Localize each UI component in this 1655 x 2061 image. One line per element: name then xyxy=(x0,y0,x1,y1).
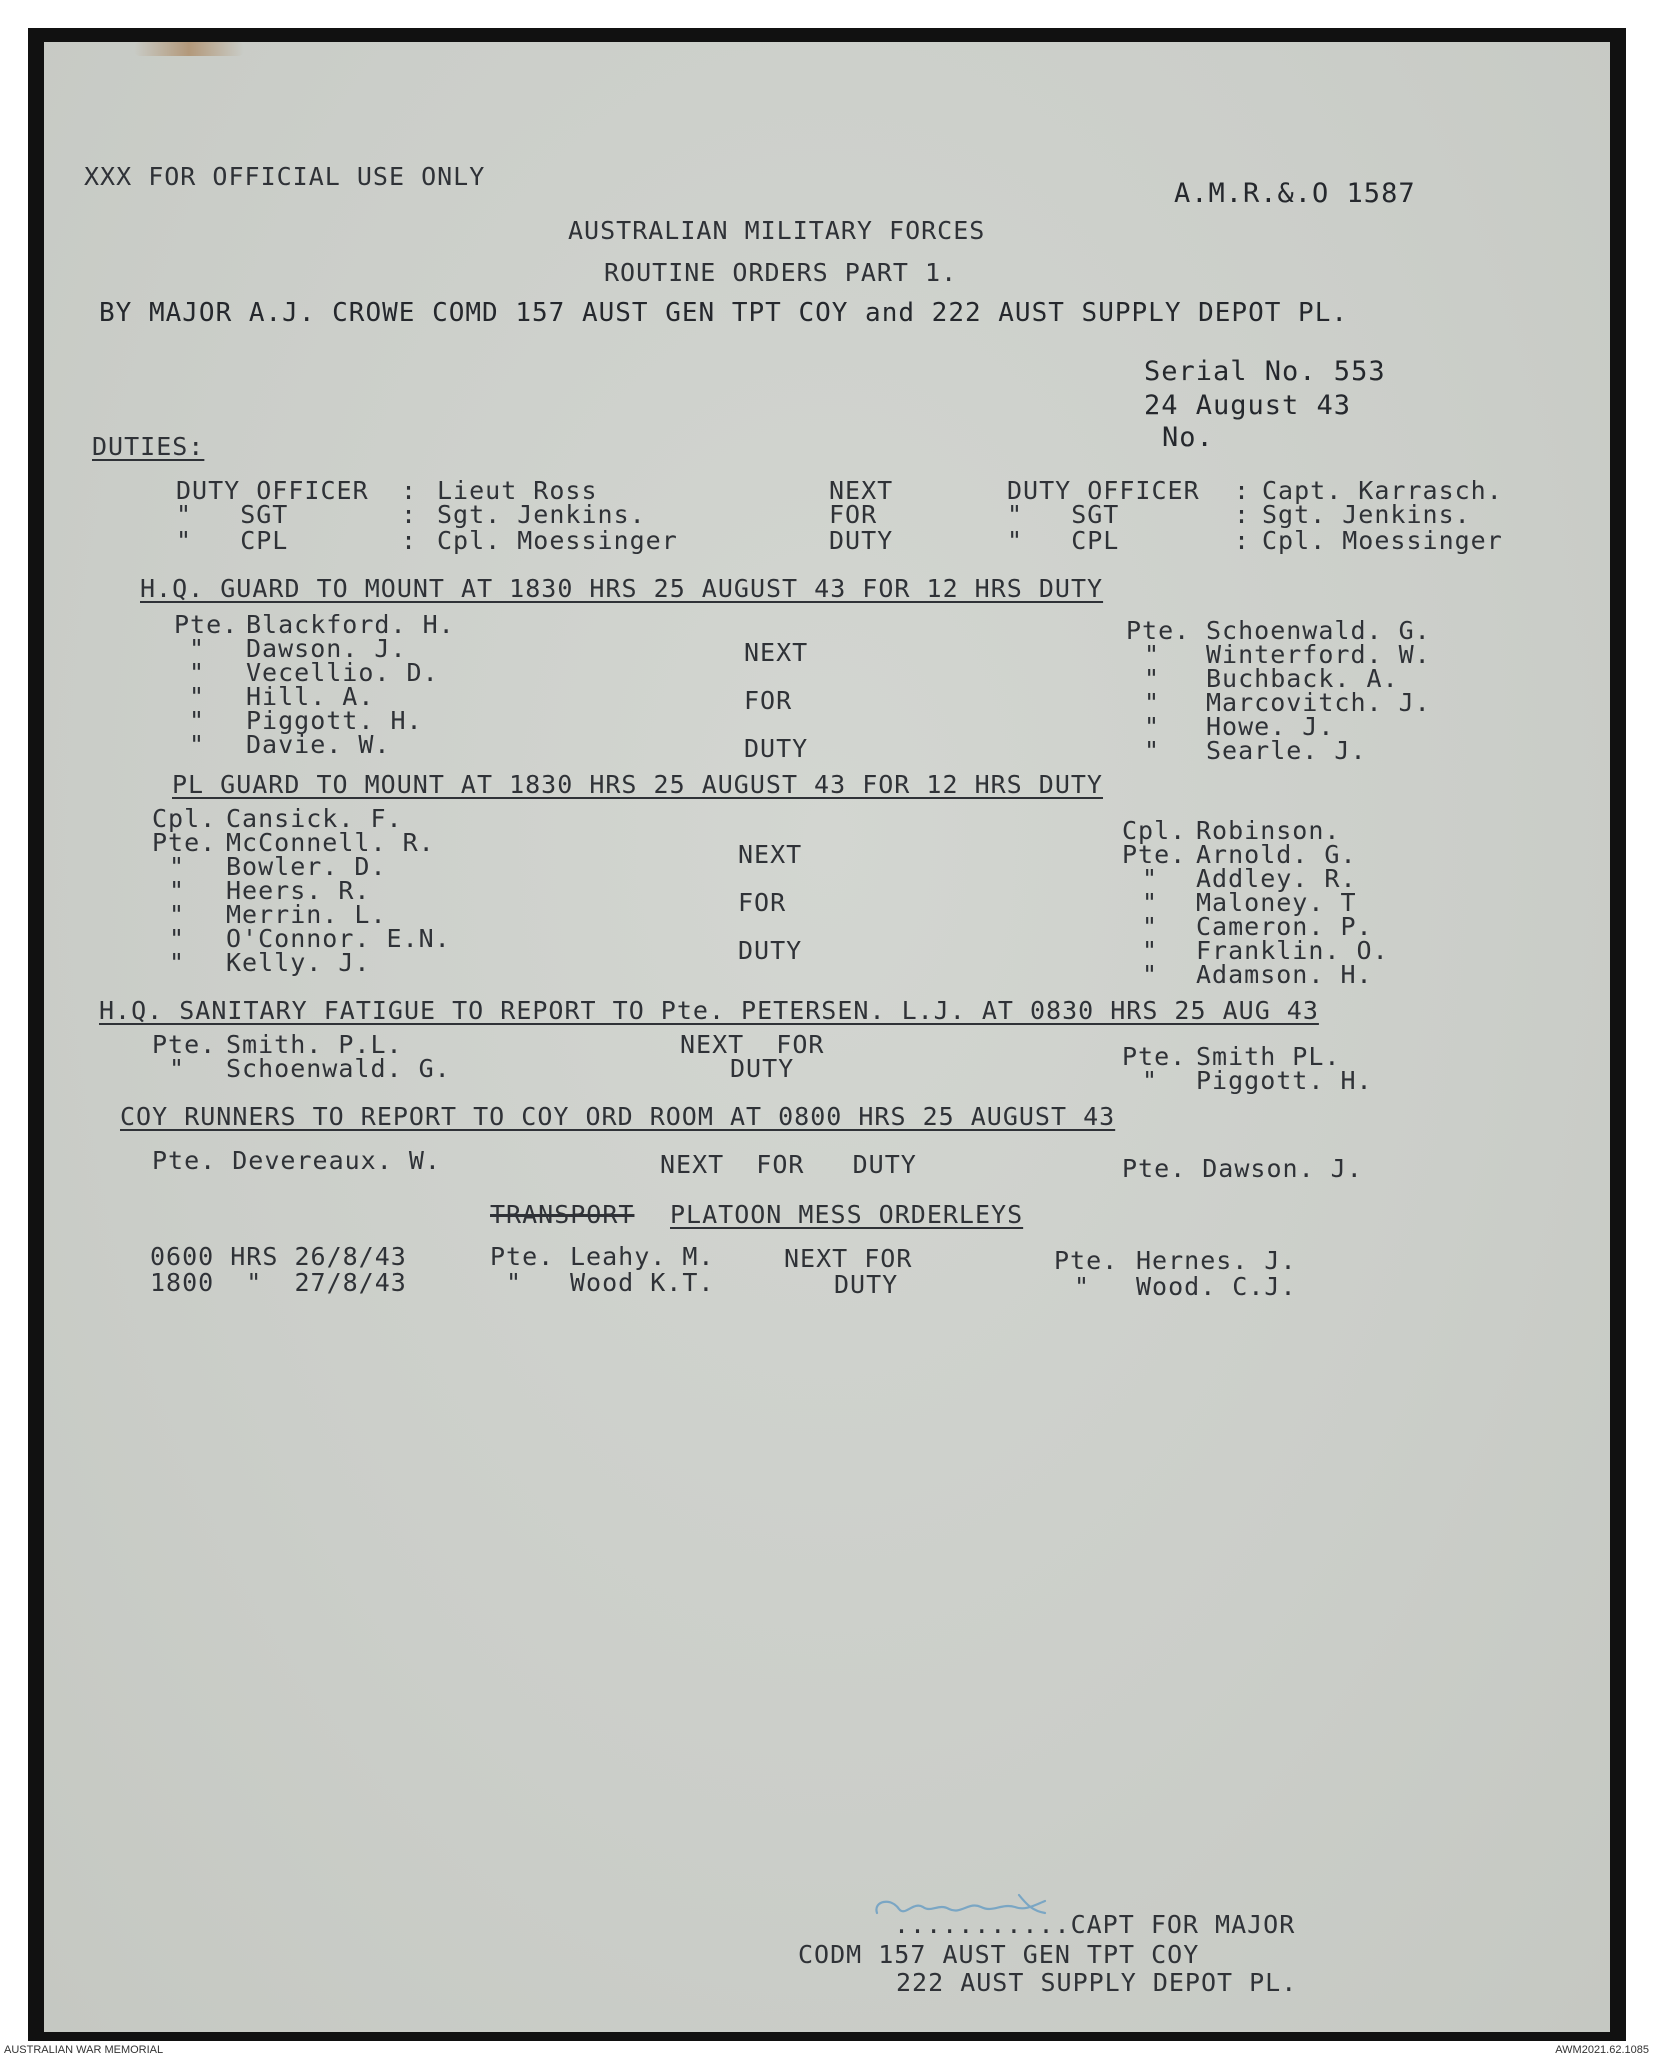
mess-next-rank: " xyxy=(1074,1272,1091,1301)
mess-rank: Pte. xyxy=(490,1242,555,1271)
next-duty-role: " CPL xyxy=(1007,526,1120,555)
next-duty-name: Capt. Karrasch. xyxy=(1262,476,1503,505)
mess-name: Wood K.T. xyxy=(570,1268,715,1297)
guard-name: Davie. W. xyxy=(246,730,391,759)
next-label: NEXT xyxy=(744,638,809,667)
next-guard-rank: " xyxy=(1142,912,1159,941)
by-line: BY MAJOR A.J. CROWE COMD 157 AUST GEN TPT COY and 222 AUST SUPPLY DEPOT PL. xyxy=(99,298,1348,328)
guard-rank: " xyxy=(189,730,206,759)
duty-role: " SGT xyxy=(176,500,289,529)
order-date: 24 August 43 xyxy=(1144,390,1352,421)
mess-next-name: Wood. C.J. xyxy=(1136,1272,1297,1301)
reference-number: A.M.R.&.O 1587 xyxy=(1174,178,1416,209)
next-guard-name: Marcovitch. J. xyxy=(1206,688,1431,717)
next-label: FOR xyxy=(738,888,787,917)
next-duty-name: Sgt. Jenkins. xyxy=(1262,500,1471,529)
fatigue-name: Smith. P.L. xyxy=(226,1030,403,1059)
fatigue-name: Schoenwald. G. xyxy=(226,1054,451,1083)
guard-name: Vecellio. D. xyxy=(246,658,439,687)
next-guard-rank: Cpl. xyxy=(1122,816,1187,845)
next-guard-rank: " xyxy=(1144,664,1161,693)
guard-name: Bowler. D. xyxy=(226,852,387,881)
duty-sep: : xyxy=(401,526,418,555)
next-label: DUTY xyxy=(829,526,894,555)
duties-heading: DUTIES: xyxy=(92,432,205,461)
guard-name: Kelly. J. xyxy=(226,948,371,977)
runner-next: Pte. Dawson. J. xyxy=(1122,1154,1363,1183)
mess-time: 0600 HRS 26/8/43 xyxy=(150,1242,407,1271)
guard-rank: " xyxy=(169,924,186,953)
guard-rank: Cpl. xyxy=(152,804,217,833)
next-label: DUTY xyxy=(738,936,803,965)
signature-unit-1: CODM 157 AUST GEN TPT COY xyxy=(798,1940,1200,1969)
guard-name: Cansick. F. xyxy=(226,804,403,833)
next-guard-name: Schoenwald. G. xyxy=(1206,616,1431,645)
duty-name: Lieut Ross xyxy=(437,476,598,505)
next-label: FOR xyxy=(829,500,878,529)
mess-rank: " xyxy=(506,1268,523,1297)
next-duty-role: " SGT xyxy=(1007,500,1120,529)
document-page xyxy=(44,42,1610,2032)
runners-heading: COY RUNNERS TO REPORT TO COY ORD ROOM AT 0800 HRS 25 AUGUST 43 xyxy=(120,1102,1116,1131)
next-guard-name: Buchback. A. xyxy=(1206,664,1399,693)
next-guard-rank: " xyxy=(1142,936,1159,965)
mess-heading-struck: TRANSPORT xyxy=(490,1200,635,1229)
next-label: NEXT FOR xyxy=(680,1030,825,1059)
guard-rank: " xyxy=(169,900,186,929)
next-guard-rank: " xyxy=(1144,640,1161,669)
duty-role: " CPL xyxy=(176,526,289,555)
next-guard-rank: " xyxy=(1142,960,1159,989)
guard-rank: " xyxy=(169,876,186,905)
next-fatigue-name: Piggott. H. xyxy=(1196,1066,1373,1095)
next-duty-role: DUTY OFFICER xyxy=(1007,476,1200,505)
mess-name: Leahy. M. xyxy=(570,1242,715,1271)
order-no: No. xyxy=(1162,422,1214,453)
footer-accession: AWM2021.62.1085 xyxy=(1555,2044,1649,2056)
guard-rank: " xyxy=(189,658,206,687)
runner-current: Pte. Devereaux. W. xyxy=(152,1146,441,1175)
next-guard-rank: Pte. xyxy=(1126,616,1191,645)
hq-guard-heading: H.Q. GUARD TO MOUNT AT 1830 HRS 25 AUGUST 43 FOR 12 HRS DUTY xyxy=(140,574,1104,603)
next-label: FOR xyxy=(744,686,793,715)
guard-name: Heers. R. xyxy=(226,876,371,905)
guard-rank: " xyxy=(189,682,206,711)
guard-rank: " xyxy=(169,852,186,881)
guard-name: Hill. A. xyxy=(246,682,375,711)
next-guard-name: Franklin. O. xyxy=(1196,936,1389,965)
fatigue-rank: " xyxy=(169,1054,186,1083)
guard-rank: " xyxy=(169,948,186,977)
guard-rank: Pte. xyxy=(174,610,239,639)
next-guard-name: Arnold. G. xyxy=(1196,840,1357,869)
document-subtitle: ROUTINE ORDERS PART 1. xyxy=(604,258,958,287)
next-guard-name: Robinson. xyxy=(1196,816,1341,845)
next-guard-name: Cameron. P. xyxy=(1196,912,1373,941)
fatigue-rank: Pte. xyxy=(152,1030,217,1059)
guard-rank: " xyxy=(189,706,206,735)
next-guard-name: Maloney. T xyxy=(1196,888,1357,917)
guard-name: McConnell. R. xyxy=(226,828,435,857)
next-guard-rank: " xyxy=(1142,888,1159,917)
classification: XXX FOR OFFICIAL USE ONLY xyxy=(84,162,486,191)
guard-name: Blackford. H. xyxy=(246,610,455,639)
next-duty-sep: : xyxy=(1234,476,1251,505)
duty-name: Sgt. Jenkins. xyxy=(437,500,646,529)
next-label: NEXT FOR xyxy=(784,1244,913,1273)
duty-sep: : xyxy=(401,500,418,529)
next-guard-name: Adamson. H. xyxy=(1196,960,1373,989)
next-label: DUTY xyxy=(744,734,809,763)
next-label: NEXT FOR DUTY xyxy=(660,1150,917,1179)
signature-line: ...........CAPT FOR MAJOR xyxy=(894,1910,1296,1939)
serial-number: Serial No. 553 xyxy=(1144,356,1386,387)
next-label: NEXT xyxy=(829,476,894,505)
next-fatigue-rank: " xyxy=(1142,1066,1159,1095)
mess-time: 1800 " 27/8/43 xyxy=(150,1268,407,1297)
guard-name: Dawson. J. xyxy=(246,634,407,663)
footer-source: AUSTRALIAN WAR MEMORIAL xyxy=(4,2044,164,2056)
mess-heading: PLATOON MESS ORDERLEYS xyxy=(670,1200,1024,1229)
duty-role: DUTY OFFICER xyxy=(176,476,369,505)
guard-name: Piggott. H. xyxy=(246,706,423,735)
duty-name: Cpl. Moessinger xyxy=(437,526,678,555)
next-fatigue-rank: Pte. xyxy=(1122,1042,1187,1071)
duty-sep: : xyxy=(401,476,418,505)
next-guard-rank: Pte. xyxy=(1122,840,1187,869)
next-guard-rank: " xyxy=(1144,736,1161,765)
sanitary-heading: H.Q. SANITARY FATIGUE TO REPORT TO Pte. PETERSEN. L.J. AT 0830 HRS 25 AUG 43 xyxy=(99,996,1319,1025)
next-label: DUTY xyxy=(730,1054,795,1083)
next-label: DUTY xyxy=(834,1270,899,1299)
mess-next-rank: Pte. xyxy=(1054,1246,1119,1275)
guard-name: O'Connor. E.N. xyxy=(226,924,451,953)
next-guard-rank: " xyxy=(1142,864,1159,893)
document-title: AUSTRALIAN MILITARY FORCES xyxy=(568,216,986,245)
guard-name: Merrin. L. xyxy=(226,900,387,929)
next-label: NEXT xyxy=(738,840,803,869)
guard-rank: Pte. xyxy=(152,828,217,857)
next-duty-sep: : xyxy=(1234,526,1251,555)
pl-guard-heading: PL GUARD TO MOUNT AT 1830 HRS 25 AUGUST 43 FOR 12 HRS DUTY xyxy=(172,770,1103,799)
signature-unit-2: 222 AUST SUPPLY DEPOT PL. xyxy=(896,1968,1298,1997)
next-guard-rank: " xyxy=(1144,688,1161,717)
next-guard-name: Winterford. W. xyxy=(1206,640,1431,669)
next-guard-rank: " xyxy=(1144,712,1161,741)
next-duty-sep: : xyxy=(1234,500,1251,529)
next-guard-name: Addley. R. xyxy=(1196,864,1357,893)
next-guard-name: Howe. J. xyxy=(1206,712,1335,741)
paper-stain xyxy=(134,42,244,56)
guard-rank: " xyxy=(189,634,206,663)
mess-next-name: Hernes. J. xyxy=(1136,1246,1297,1275)
next-duty-name: Cpl. Moessinger xyxy=(1262,526,1503,555)
next-fatigue-name: Smith PL. xyxy=(1196,1042,1341,1071)
next-guard-name: Searle. J. xyxy=(1206,736,1367,765)
